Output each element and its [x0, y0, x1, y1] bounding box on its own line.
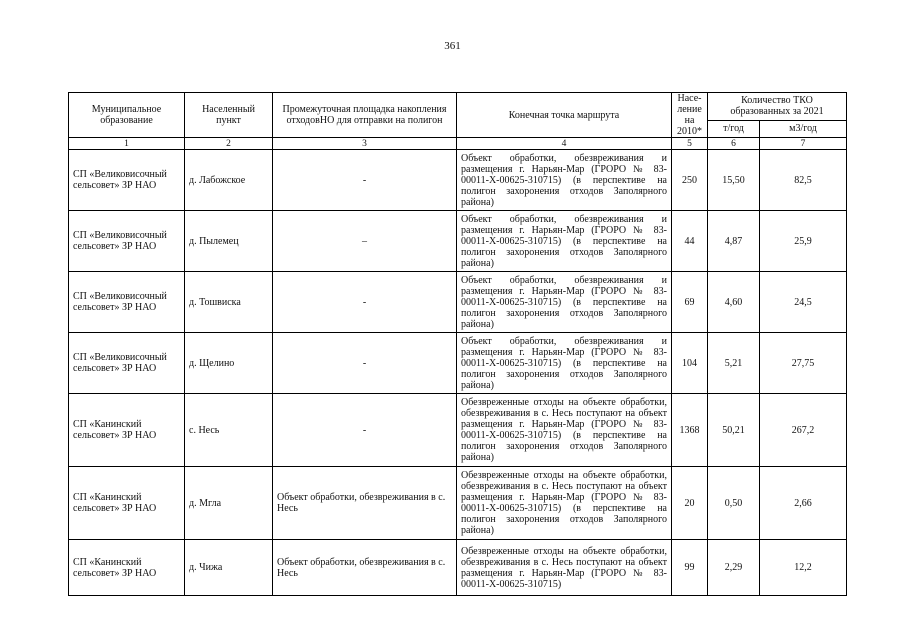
header-locality: Населенный пункт — [185, 93, 273, 138]
cell-municipality: СП «Канинский сельсовет» ЗР НАО — [69, 467, 185, 540]
cell-locality: с. Несь — [185, 394, 273, 467]
cell-tons-per-year: 50,21 — [708, 394, 760, 467]
cell-m3-per-year: 27,75 — [760, 333, 847, 394]
cell-route-endpoint: Объект обработки, обезвреживания и размещения г. Нарьян-Мар (ГРОРО № 83-00011-Х-00625-310715) (в перспективе на полигон захоронения отходов Заполярного района) — [457, 272, 672, 333]
table-header — [69, 93, 847, 150]
cell-intermediate-site: - — [273, 150, 457, 211]
table-row — [69, 272, 847, 333]
cell-population: 250 — [672, 150, 708, 211]
cell-m3-per-year: 12,2 — [760, 540, 847, 596]
cell-intermediate-site: - — [273, 272, 457, 333]
page-number: 361 — [444, 40, 461, 52]
table-row — [69, 540, 847, 596]
header-tko-quantity: Количество ТКО образованных за 2021 — [708, 93, 847, 121]
column-number: 1 — [69, 138, 185, 150]
table-row — [69, 333, 847, 394]
cell-municipality: СП «Канинский сельсовет» ЗР НАО — [69, 394, 185, 467]
cell-m3-per-year: 2,66 — [760, 467, 847, 540]
header-route-endpoint: Конечная точка маршрута — [457, 93, 672, 138]
cell-route-endpoint: Объект обработки, обезвреживания и размещения г. Нарьян-Мар (ГРОРО № 83-00011-Х-00625-310715) (в перспективе на полигон захоронения отходов Заполярного района) — [457, 333, 672, 394]
header-tons-per-year: т/год — [708, 120, 760, 137]
column-number: 5 — [672, 138, 708, 150]
cell-route-endpoint: Обезвреженные отходы на объекте обработки, обезвреживания в с. Несь поступают на объект размещения г. Нарьян-Мар (ГРОРО № 83-00011-Х-00625-310715) — [457, 540, 672, 596]
cell-population: 104 — [672, 333, 708, 394]
cell-tons-per-year: 4,60 — [708, 272, 760, 333]
cell-population: 99 — [672, 540, 708, 596]
column-number: 6 — [708, 138, 760, 150]
cell-locality: д. Пылемец — [185, 211, 273, 272]
column-numbers-row — [69, 138, 847, 150]
table-row — [69, 150, 847, 211]
table-row — [69, 394, 847, 467]
cell-m3-per-year: 267,2 — [760, 394, 847, 467]
cell-municipality: СП «Великовисочный сельсовет» ЗР НАО — [69, 272, 185, 333]
cell-population: 1368 — [672, 394, 708, 467]
cell-municipality: СП «Великовисочный сельсовет» ЗР НАО — [69, 333, 185, 394]
cell-tons-per-year: 4,87 — [708, 211, 760, 272]
cell-population: 44 — [672, 211, 708, 272]
table-row — [69, 211, 847, 272]
cell-locality: д. Щелино — [185, 333, 273, 394]
cell-municipality: СП «Канинский сельсовет» ЗР НАО — [69, 540, 185, 596]
column-number: 3 — [273, 138, 457, 150]
cell-intermediate-site: – — [273, 211, 457, 272]
cell-population: 69 — [672, 272, 708, 333]
cell-route-endpoint: Объект обработки, обезвреживания и размещения г. Нарьян-Мар (ГРОРО № 83-00011-Х-00625-310715) (в перспективе на полигон захоронения отходов Заполярного района) — [457, 150, 672, 211]
cell-tons-per-year: 15,50 — [708, 150, 760, 211]
cell-locality: д. Чижа — [185, 540, 273, 596]
cell-locality: д. Тошвиска — [185, 272, 273, 333]
cell-municipality: СП «Великовисочный сельсовет» ЗР НАО — [69, 211, 185, 272]
cell-intermediate-site: Объект обработки, обезвреживания в с. Несь — [273, 467, 457, 540]
cell-tons-per-year: 2,29 — [708, 540, 760, 596]
cell-m3-per-year: 24,5 — [760, 272, 847, 333]
cell-route-endpoint: Обезвреженные отходы на объекте обработки, обезвреживания в с. Несь поступают на объект размещения г. Нарьян-Мар (ГРОРО № 83-00011-Х-00625-310715) (в перспективе на полигон захоронения отходов Заполярного района) — [457, 394, 672, 467]
header-population: Насе-ление на 2010* — [672, 93, 708, 138]
column-number: 4 — [457, 138, 672, 150]
table-row — [69, 467, 847, 540]
cell-route-endpoint: Объект обработки, обезвреживания и размещения г. Нарьян-Мар (ГРОРО № 83-00011-Х-00625-310715) (в перспективе на полигон захоронения отходов Заполярного района) — [457, 211, 672, 272]
column-number: 7 — [760, 138, 847, 150]
cell-m3-per-year: 25,9 — [760, 211, 847, 272]
header-intermediate-site: Промежуточная площадка накопления отходовНО для отправки на полигон — [273, 93, 457, 138]
cell-locality: д. Мгла — [185, 467, 273, 540]
cell-tons-per-year: 0,50 — [708, 467, 760, 540]
column-number: 2 — [185, 138, 273, 150]
header-m3-per-year: м3/год — [760, 120, 847, 137]
cell-population: 20 — [672, 467, 708, 540]
header-municipality: Муниципальное образование — [69, 93, 185, 138]
table-body — [69, 150, 847, 596]
cell-route-endpoint: Обезвреженные отходы на объекте обработки, обезвреживания в с. Несь поступают на объект размещения г. Нарьян-Мар (ГРОРО № 83-00011-Х-00625-310715) (в перспективе на полигон захоронения отходов Заполярного района) — [457, 467, 672, 540]
cell-intermediate-site: - — [273, 333, 457, 394]
tko-routes-table — [68, 92, 847, 596]
cell-intermediate-site: - — [273, 394, 457, 467]
cell-municipality: СП «Великовисочный сельсовет» ЗР НАО — [69, 150, 185, 211]
cell-intermediate-site: Объект обработки, обезвреживания в с. Несь — [273, 540, 457, 596]
cell-tons-per-year: 5,21 — [708, 333, 760, 394]
cell-locality: д. Лабожское — [185, 150, 273, 211]
cell-m3-per-year: 82,5 — [760, 150, 847, 211]
